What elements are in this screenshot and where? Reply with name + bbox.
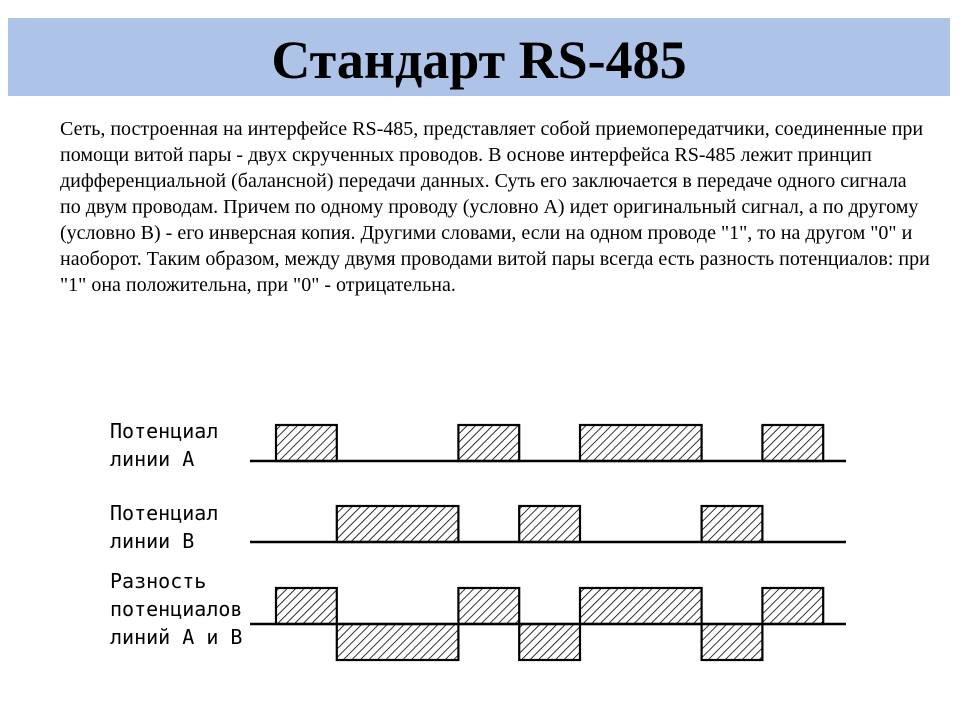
pulses-difference	[276, 588, 823, 660]
label-difference-3: линий А и В	[110, 625, 243, 649]
pulse-line-a	[762, 425, 823, 461]
pulse-line-a	[458, 425, 519, 461]
label-line-a-2: линии А	[110, 447, 195, 471]
label-line-a-1: Потенциал	[110, 419, 219, 443]
pulse-line-b	[519, 506, 580, 542]
pulses-line-a	[276, 425, 823, 461]
pulse-difference-negative	[337, 624, 459, 660]
label-line-a	[110, 419, 218, 471]
pulse-line-a	[276, 425, 337, 461]
pulse-line-b	[337, 506, 459, 542]
label-line-b-2: линии В	[110, 529, 195, 553]
rs485-signal-diagram	[0, 400, 960, 700]
pulse-difference-positive	[580, 588, 702, 624]
label-difference-2: потенциалов	[110, 597, 243, 621]
label-difference-1: Разность	[110, 569, 207, 593]
pulse-line-b	[702, 506, 763, 542]
pulse-difference-positive	[762, 588, 823, 624]
label-line-b-1: Потенциал	[110, 501, 219, 525]
title-bar	[8, 18, 950, 96]
body-paragraph: Сеть, построенная на интерфейсе RS-485, представляет собой приемопередатчики, соединенные при помощи витой пары - двух скрученных проводов. В основе интерфейса RS-485 лежит принцип дифференциальной (балансной) передачи данных. Суть его заключается в передаче одного сигнала по двум проводам. Причем по одному проводу (условно А) идет оригинальный сигнал, а по другому (условно В) - его инверсная копия. Другими словами, если на одном проводе "1", то на другом "0" и наоборот. Таким образом, между двумя проводами витой пары всегда есть разность потенциалов: при "1" она положительна, при "0" - отрицательна.	[60, 118, 930, 296]
pulse-difference-positive	[276, 588, 337, 624]
label-difference	[110, 569, 242, 649]
pulse-difference-positive	[458, 588, 519, 624]
pulse-line-a	[580, 425, 702, 461]
pulse-difference-negative	[702, 624, 763, 660]
label-line-b	[110, 501, 218, 553]
pulses-line-b	[337, 506, 763, 542]
pulse-difference-negative	[519, 624, 580, 660]
slide-title: Стандарт RS-485	[271, 30, 687, 90]
